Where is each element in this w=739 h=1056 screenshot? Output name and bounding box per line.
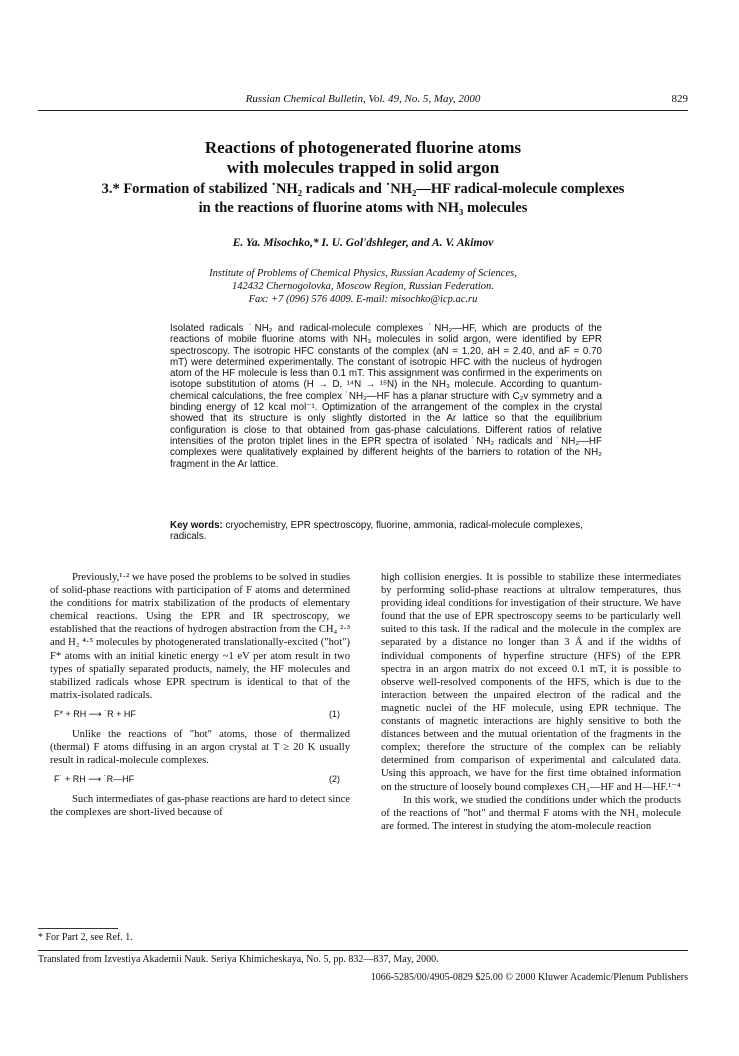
subtitle-line-2: in the reactions of fluorine atoms with NH₃ molecules [198, 200, 528, 216]
equation-1-expr: F* + RH ⟶ ˙R + HF [54, 708, 136, 719]
footer-rule [38, 950, 688, 951]
keywords-text: cryochemistry, EPR spectroscopy, fluorine, ammonia, radical-molecule complexes, radicals. [170, 520, 583, 543]
affiliation-line-3: Fax: +7 (096) 576 4009. E-mail: misochko@icp.ac.ru [248, 294, 478, 305]
subtitle-line-1: 3.* Formation of stabilized ˙NH₂ radicals and ˙NH₂—HF radical-molecule complexes [101, 181, 625, 197]
running-header [38, 93, 688, 109]
footnote: * For Part 2, see Ref. 1. [38, 932, 133, 943]
left-paragraph-3: Such intermediates of gas-phase reactions are hard to detect since the complexes are short-lived because of [50, 794, 350, 819]
journal-citation: Russian Chemical Bulletin, Vol. 49, No. 5, May, 2000 [245, 93, 481, 105]
title-line-1: Reactions of photogenerated fluorine atoms [204, 138, 522, 157]
keywords-label: Key words: [170, 520, 223, 531]
equation-1-number: (1) [329, 708, 340, 719]
equation-1 [50, 708, 350, 722]
right-paragraph-1: high collision energies. It is possible to stabilize these intermediates by performing solid-phase reactions at ultralow temperatures, thus providing ideal conditions for investigation of their structure. We have found that the use of EPR spectroscopy seems to be particularly well suited to this task. If the radical and the molecule in the complex are separated by a distance no longer than 3 Å and if the widths of individual components of hyperfine structure (HFS) of the EPR spectra in an argon matrix do not exceed 0.1 mT, it is possible to observe well-resolved components of the HFS, which is due to the interaction between the unpaired electron of the radical and the magnetic nuclei of the HF molecule, using EPR technique. The constants of magnetic interactions are highly sensitive to both the distances between and the mutual orientation of the fragments in the complex; therefore the structure of the complex can be reliably determined from comparison of experimental and calculated data. Using this approach, we have for the first time obtained information on the structure of loosely bound complexes CH₃—HF and H—HF.¹⁻⁴ [381, 572, 681, 793]
keywords [170, 520, 602, 543]
left-column [50, 571, 350, 819]
header-rule [38, 110, 688, 111]
right-paragraph-2: In this work, we studied the conditions under which the products of the reactions of "hot" and thermal F atoms with the NH₃ molecule are formed. The interest in studying the atom-molecule reaction [381, 794, 681, 832]
affiliation-line-2: 142432 Chernogolovka, Moscow Region, Russian Federation. [232, 281, 494, 292]
page-number: 829 [671, 93, 688, 105]
equation-2 [50, 773, 350, 787]
translation-note: Translated from Izvestiya Akademii Nauk. Seriya Khimicheskaya, No. 5, pp. 832—837, May, 2000. [38, 954, 439, 965]
equation-2-number: (2) [329, 774, 340, 785]
abstract: Isolated radicals ˙NH₂ and radical-molecule complexes ˙NH₂—HF, which are products of the reactions of mobile fluorine atoms with NH₃ molecules in solid argon, were identified by EPR spectroscopy. The isotropic HFC constants of the complex (aN = 1.20, aH = 2.40, and aF = 0.70 mT) were determined experimentally. The constant of isotropic HFC with the nucleus of hydrogen atom of the HF molecule is less than 0.1 mT. This assignment was confirmed in the experiments on isotope substitution of atoms (H → D, ¹⁴N → ¹⁵N) in the NH₃ molecule. According to quantum-chemical calculations, the free complex ˙NH₂—HF has a planar structure with C₂v symmetry and a binding energy of 12 kcal mol⁻¹. Optimization of the arrangement of the complex in the crystal showed that its structure is only slightly distorted in the Ar lattice so that the equilibrium configuration is close to that obtained from gas-phase calculations. Different ratios of relative intensities of the proton triplet lines in the EPR spectra of isolated ˙NH₂ radicals and ˙NH₂—HF complexes were qualitatively explained by different heights of the barriers to rotation of the NH₂ fragment in the Ar lattice. [170, 323, 602, 470]
affiliation-line-1: Institute of Problems of Chemical Physics, Russian Academy of Sciences, [209, 268, 517, 279]
left-paragraph-2: Unlike the reactions of "hot" atoms, those of thermalized (thermal) F atoms diffusing in an argon crystal at T ≥ 20 K usually result in radical-molecule complexes. [50, 728, 350, 767]
left-paragraph-1: Previously,¹·² we have posed the problems to be solved in studies of solid-phase reactions with participation of F atoms and determined the conditions for matrix stabilization of the products of elementary chemical reactions. Using the EPR and IR spectroscopy, we established that the reactions of hydrogen abstraction from the CH₄ ²·³ and H₂ ⁴·⁵ molecules by photogenerated translationally-excited ("hot") F* atoms with an initial kinetic energy ~1 eV per atom result in two types of spatially separated products, namely, the HF molecules and stabilized radicals whose EPR spectrum is identical to that of the matrix-isolated radicals. [50, 572, 350, 701]
title-line-2: with molecules trapped in solid argon [226, 158, 500, 177]
copyright-code: 1066-5285/00/4905-0829 $25.00 © 2000 Kluwer Academic/Plenum Publishers [370, 972, 688, 983]
right-column [381, 571, 681, 833]
authors: E. Ya. Misochko,* I. U. Gol'dshleger, and A. V. Akimov [232, 237, 494, 249]
footnote-rule [38, 928, 118, 929]
equation-2-expr: F˙ + RH ⟶ ˙R—HF [54, 774, 135, 785]
